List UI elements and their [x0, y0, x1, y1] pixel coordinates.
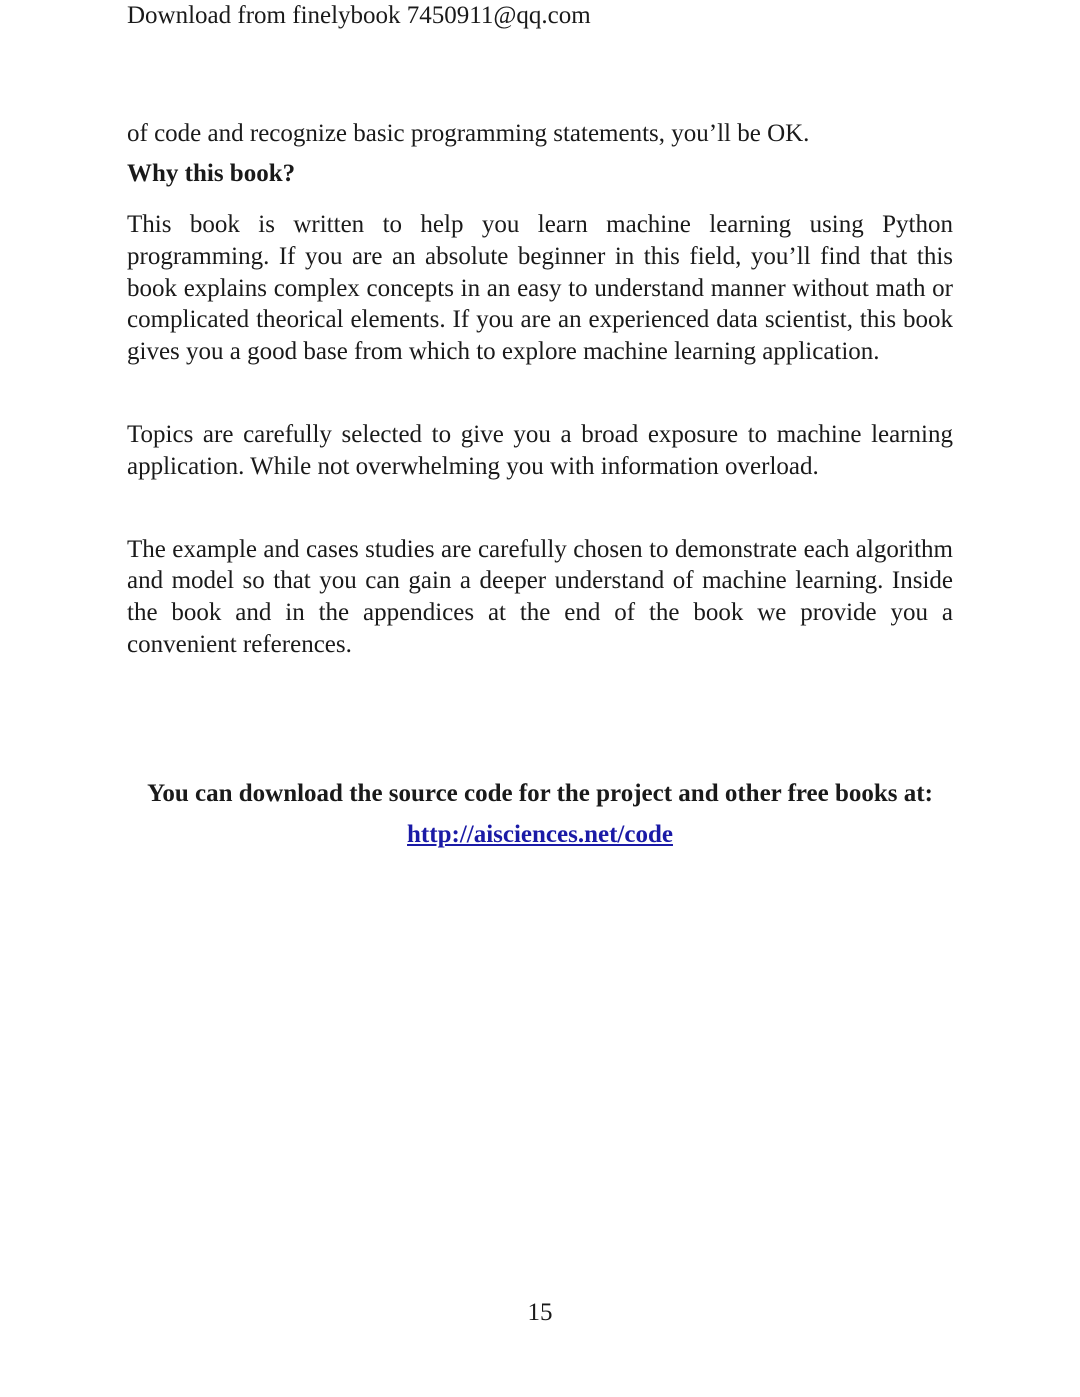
page-number: 15 [527, 1299, 553, 1326]
paragraph: The example and cases studies are carefully chosen to demonstrate each algorithm and model so that you can gain a deeper understand of machine learning. Inside the book and in the appendices at the end of the book we provide you a convenient references. [127, 535, 953, 658]
paragraph: Topics are carefully selected to give you a broad exposure to machine learning application. While not overwhelming you with information overload. [127, 420, 953, 480]
page-body [127, 118, 953, 661]
paragraph: This book is written to help you learn machine learning using Python programming. If you are an absolute beginner in this field, you’ll find that this book explains complex concepts in an easy to understand manner without math or complicated theorical elements. If you are an experienced data scientist, this book gives you a good base from which to explore machine learning application. [127, 211, 953, 366]
section-heading: Why this book? [127, 160, 296, 187]
continuation-text: of code and recognize basic programming statements, you’ll be OK. [127, 120, 810, 147]
download-callout [127, 778, 953, 851]
watermark-header: Download from finelybook 7450911@qq.com [127, 2, 591, 29]
download-text: You can download the source code for the project and other free books at: [147, 780, 933, 807]
source-code-link[interactable]: http://aisciences.net/code [407, 821, 673, 848]
